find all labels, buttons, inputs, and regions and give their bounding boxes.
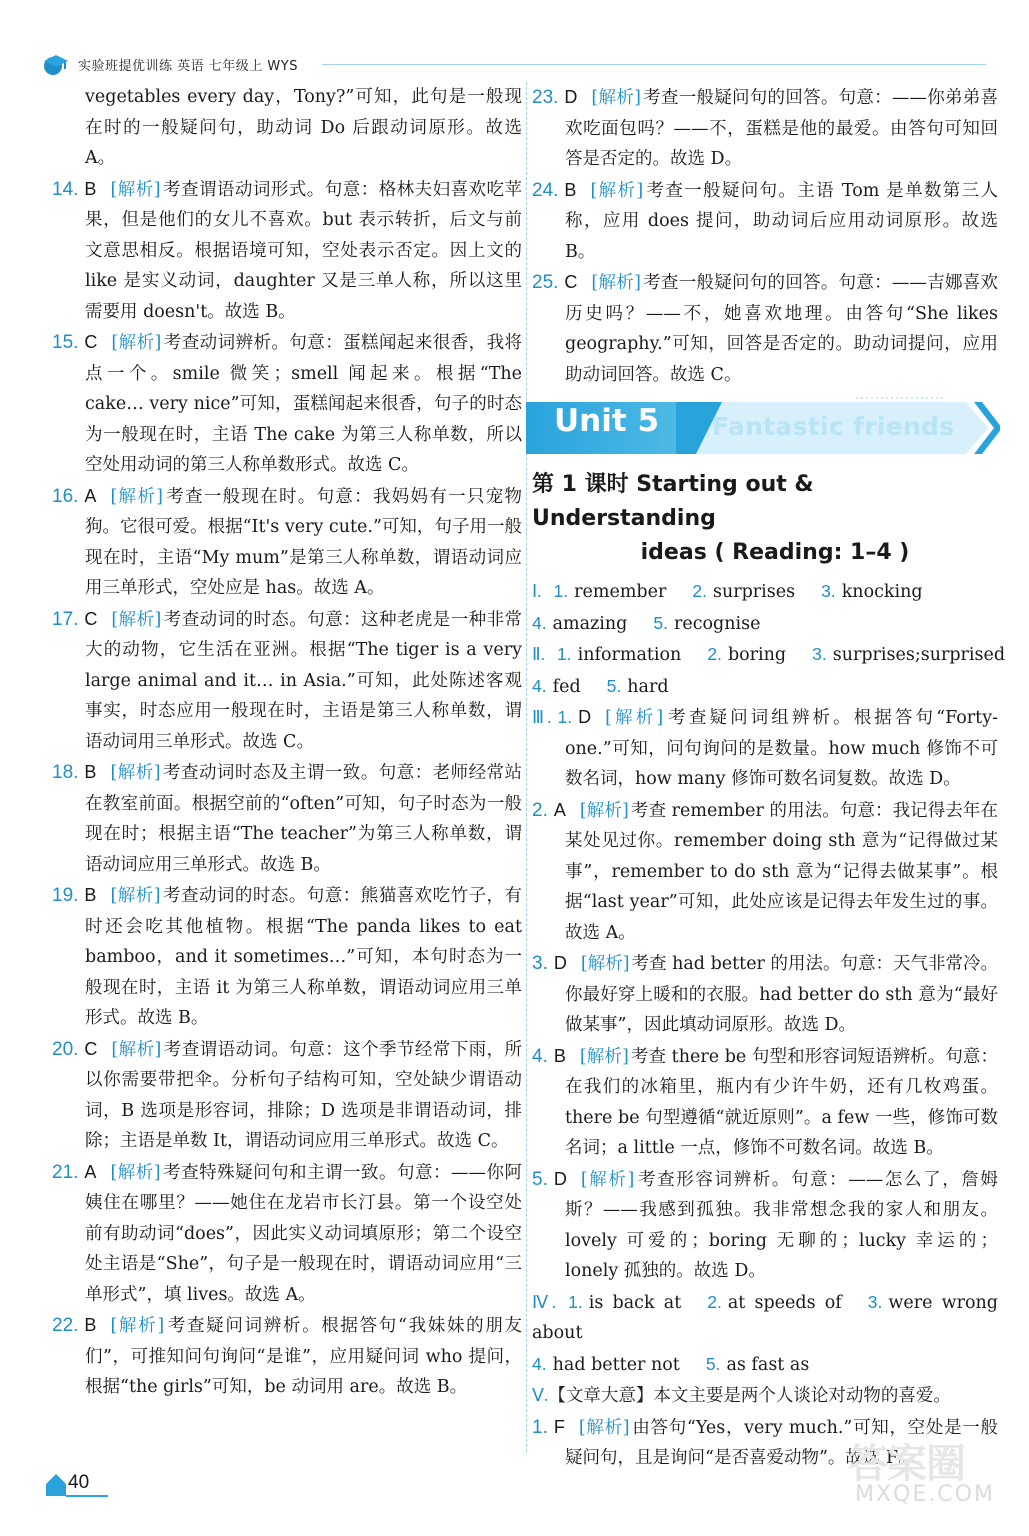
answer-item-22: 22. B [解析] 考查疑问词辨析。根据答句“我妹妹的朋友们”，可推知问句询问“是谁”，应用疑问词 who 提问，根据“the girls”可知，be 动词用 are。故选 B。 <box>52 1315 522 1397</box>
section-1-line-a: Ⅰ. 1. remember 2. surprises 3. knocking <box>532 581 923 602</box>
section-1-line-b: 4. amazing 5. recognise <box>532 612 761 634</box>
lesson-title: 第 1 课时 Starting out & Understanding ideas ( Reading: 1–4 ) <box>532 472 910 565</box>
book-logo-icon <box>40 52 70 76</box>
header-title: 实验班提优训练 英语 七年级上 WYS <box>78 59 298 74</box>
section-3-item-1: Ⅲ. 1. D [解析] 考查疑问词组辨析。根据答句“Forty-one.”可知，问句询问的是数量。how much 修饰不可数名词，how many 修饰可数名词复数。故选 D。 <box>532 707 998 789</box>
page-header <box>40 50 990 80</box>
section-2-line-a: Ⅱ. 1. information 2. boring 3. surprises;surprised <box>532 644 1006 665</box>
section-3-item-3: 3. D [解析] 考查 had better 的用法。句意：天气非常冷。你最好穿上暖和的衣服。had better do sth 意为“最好做某事”，因此填动词原形。故选 D。 <box>532 953 998 1035</box>
answer-item-17: 17. C [解析] 考查动词的时态。句意：这种老虎是一种非常大的动物，它生活在亚洲。根据“The tiger is a very large animal and it… in Asia.”可知，此处陈述客观事实，时态应用一般现在时，主语是第三人称单数，谓语动词用三单形式。故选 C。 <box>52 608 523 752</box>
unit-banner <box>526 396 1000 460</box>
page-number: 40 <box>44 1470 110 1498</box>
section-4-line-a: Ⅳ. 1. is back at 2. at speeds of 3. were wrong about <box>532 1291 998 1343</box>
answer-item-25: 25. C [解析] 考查一般疑问句的回答。句意：——吉娜喜欢历史吗？——不，她喜欢地理。由答句“She likes geography.”可知，回答是否定的。助动词提问，应用助动词回答。故选 C。 <box>532 272 999 385</box>
section-4-line-b: 4. had better not 5. as fast as <box>532 1353 810 1375</box>
section-3-item-5: 5. D [解析] 考查形容词辨析。句意：——怎么了，詹姆斯？——我感到孤独。我非常想念我的家人和朋友。lovely 可爱的；boring 无聊的；lucky 幸运的；lonely 孤独的。故选 D。 <box>532 1168 999 1281</box>
answer-item-16: 16. A [解析] 考查一般现在时。句意：我妈妈有一只宠物狗。它很可爱。根据“It's very cute.”可知，句子用一般现在时，主语“My mum”是第三人称单数，谓语动词应用三单形式，空处应是 has。故选 A。 <box>52 485 522 598</box>
answer-item-21: 21. A [解析] 考查特殊疑问句和主谓一致。句意：——你阿姨住在哪里？——她住在龙岩市长汀县。第一个设空处前有助动词“does”，因此实义动词填原形；第二个设空处主语是“She”，句子是一般现在时，谓语动词应用“三单形式”，填 lives。故选 A。 <box>52 1161 523 1305</box>
unit-subtitle: Fantastic friends <box>712 412 955 441</box>
answer-item-15: 15. C [解析] 考查动词辨析。句意：蛋糕闻起来很香，我将点一个。smile 微笑；smell 闻起来。根据“The cake… very nice”可知，蛋糕闻起来很香，句子的时态为一般现在时，主语 The cake 为第三人称单数，所以空处用动词的第三人称单数形式。故选 C。 <box>52 332 523 475</box>
answer-item-19: 19. B [解析] 考查动词的时态。句意：熊猫喜欢吃竹子，有时还会吃其他植物。根据“The panda likes to eat bamboo，and it sometimes…”可知，本句时态为一般现在时，主语 it 为第三人称单数，谓语动词应用三单形式。故选 B。 <box>52 885 523 1028</box>
right-column <box>532 82 1006 1474</box>
column-divider <box>526 82 527 1452</box>
watermark-url: MXQE.COM <box>855 1482 995 1507</box>
header-rule <box>322 64 986 65</box>
answer-item-23: 23. D [解析] 考查一般疑问句的回答。句意：——你弟弟喜欢吃面包吗？——不，蛋糕是他的最爱。由答句可知回答是否定的。故选 D。 <box>532 87 999 169</box>
answer-item-20: 20. C [解析] 考查谓语动词。句意：这个季节经常下雨，所以你需要带把伞。分析句子结构可知，空处缺少谓语动词，B 选项是形容词，排除；D 选项是非谓语动词，排除；主语是单数 It，谓语动词应用三单形式。故选 C。 <box>52 1038 523 1151</box>
answer-item-14: 14. B [解析] 考查谓语动词形式。句意：格林夫妇喜欢吃苹果，但是他们的女儿不喜欢。but 表示转折，后文与前文意思相反。根据语境可知，空处表示否定。因上文的 like 是实义动词，daughter 又是三单人称，所以这里需要用 doesn't。故选 B。 <box>52 178 523 322</box>
unit-label: Unit 5 <box>554 403 660 439</box>
section-5-summary: Ⅴ.【文章大意】本文主要是两个人谈论对动物的喜爱。 <box>532 1385 951 1406</box>
section-3-item-2: 2. A [解析] 考查 remember 的用法。句意：我记得去年在某处见过你。remember doing sth 意为“记得做过某事”，remember to do sth 意为“记得去做某事”。根据“last year”可知，此处应该是记得去年发生过的事。故选 A。 <box>532 799 998 943</box>
answer-item-18: 18. B [解析] 考查动词时态及主谓一致。句意：老师经常站在教室前面。根据空前的“often”可知，句子时态为一般现在时；根据主语“The teacher”为第三人称单数，谓语动词应用三单形式。故选 B。 <box>52 762 523 875</box>
section-2-line-b: 4. fed 5. hard <box>532 675 669 697</box>
section-3-item-4: 4. B [解析] 考查 there be 句型和形容词短语辨析。句意：在我们的冰箱里，瓶内有少许牛奶，还有几枚鸡蛋。there be 句型遵循“就近原则”。a few 一些，修饰可数名词；a little 一点，修饰不可数名词。故选 B。 <box>532 1045 998 1158</box>
answer-item-24: 24. B [解析] 考查一般疑问句。主语 Tom 是单数第三人称，应用 does 提问，助动词后应用动词原形。故选 B。 <box>532 179 998 262</box>
watermark-logo: 答案圈 <box>848 1441 965 1487</box>
left-column <box>52 82 522 1403</box>
section-5-item-1: 1. F [解析] 由答句“Yes，very much.”可知，空处是一般疑问句，且是询问“是否喜爱动物”。故选 F。 <box>532 1416 998 1468</box>
continuation-text: vegetables every day，Tony?”可知，此句是一般现在时的一般疑问句，助动词 Do 后跟动词原形。故选 A。 <box>85 87 522 168</box>
